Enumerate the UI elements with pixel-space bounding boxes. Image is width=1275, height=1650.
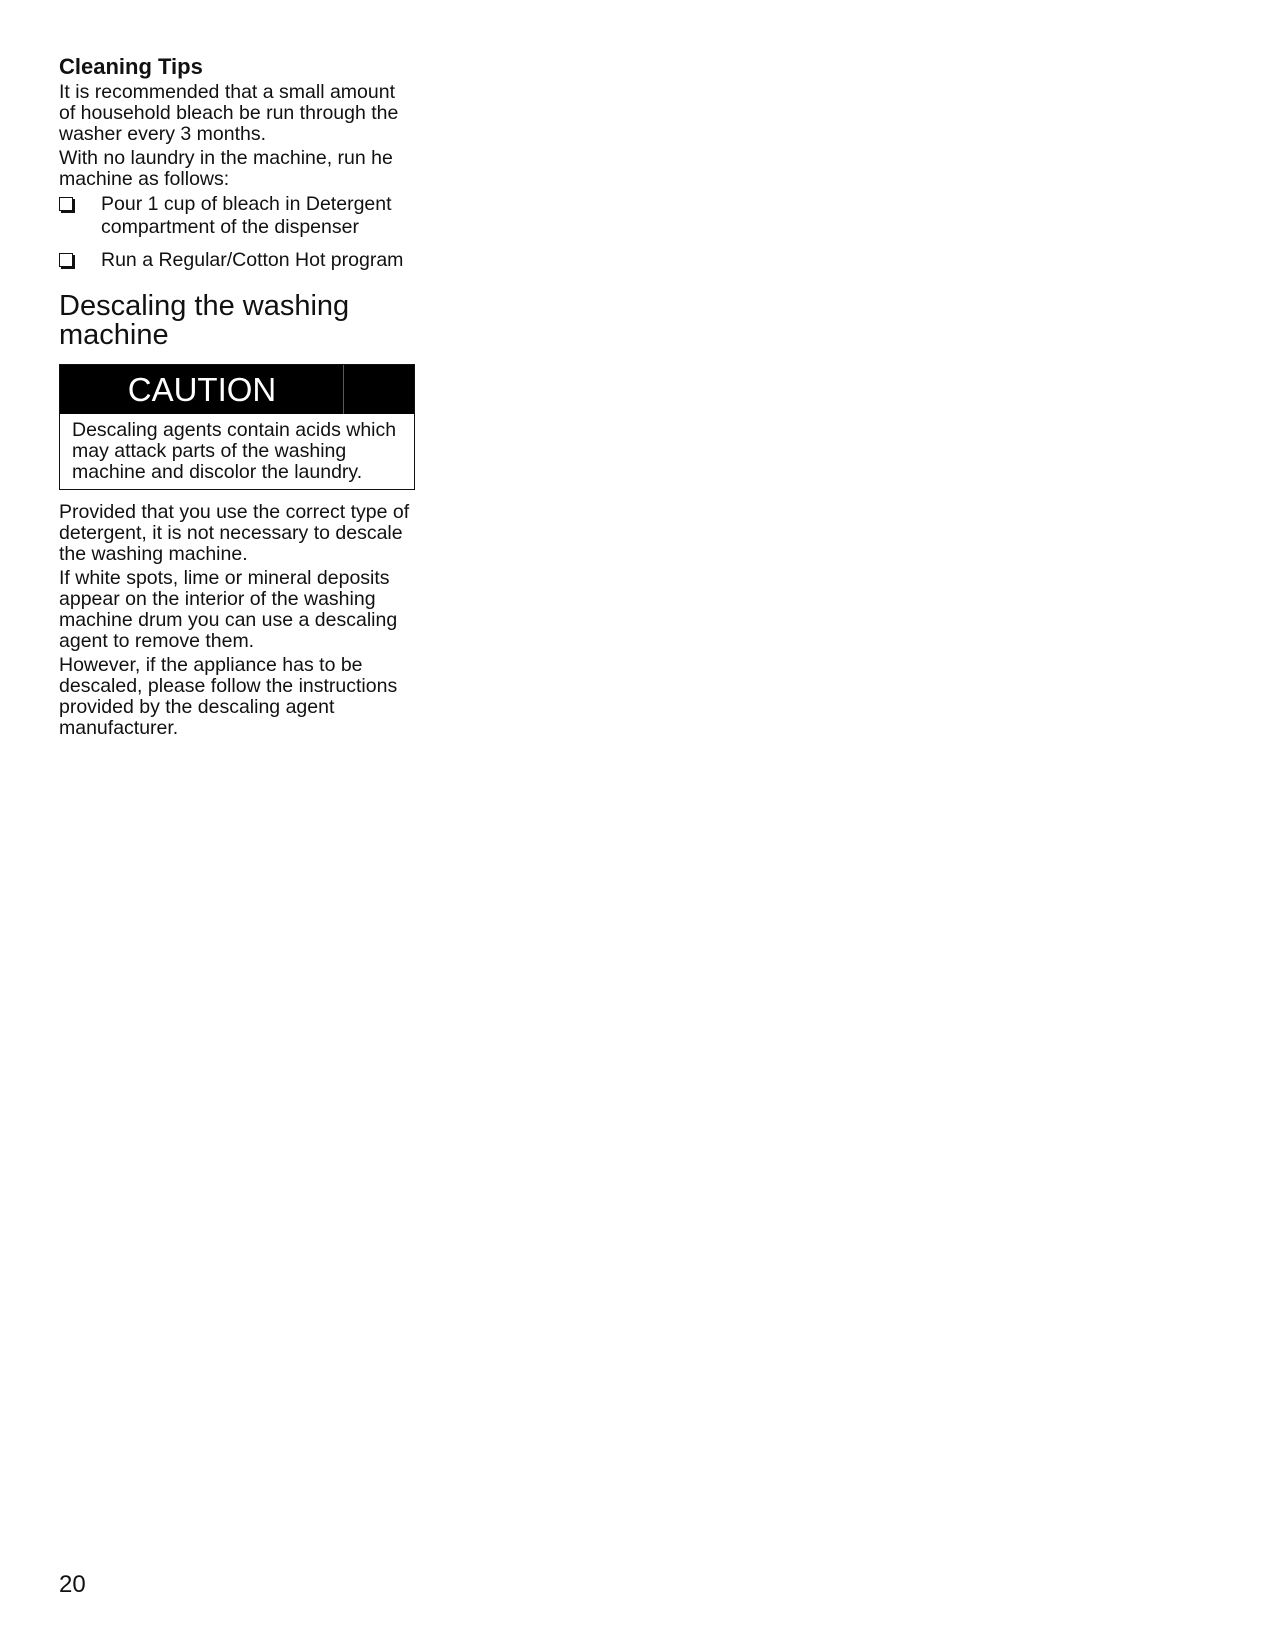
caution-text: Descaling agents contain acids which may attack parts of the washing machine and discolor the laundry. bbox=[72, 419, 397, 483]
descaling-paragraph: Provided that you use the correct type of detergent, it is not necessary to descale the washing machine. bbox=[59, 501, 410, 565]
list-item bbox=[59, 193, 415, 239]
cleaning-steps-list bbox=[59, 193, 415, 272]
caution-label: CAUTION bbox=[127, 371, 277, 408]
list-item bbox=[59, 249, 415, 272]
checkbox-bullet-icon bbox=[59, 197, 73, 211]
descaling-paragraph: If white spots, lime or mineral deposits appear on the interior of the washing machine drum you can use a descaling agent to remove them. bbox=[59, 567, 398, 652]
descaling-paragraph: However, if the appliance has to be descaled, please follow the instructions provided by the descaling agent manufacturer. bbox=[59, 654, 398, 739]
caution-header bbox=[60, 365, 414, 414]
step-text: Pour 1 cup of bleach in Detergent compartment of the dispenser bbox=[101, 193, 392, 238]
cleaning-tips-heading: Cleaning Tips bbox=[59, 54, 203, 79]
checkbox-bullet-icon bbox=[59, 253, 73, 267]
cleaning-tips-paragraph: It is recommended that a small amount of household bleach be run through the washer every 3 months. bbox=[59, 81, 399, 145]
content-column bbox=[59, 54, 415, 742]
cleaning-tips-paragraph: With no laundry in the machine, run he machine as follows: bbox=[59, 147, 393, 190]
caution-divider bbox=[343, 365, 344, 414]
section-title: Descaling the washing machine bbox=[59, 290, 350, 351]
page-number: 20 bbox=[59, 1571, 86, 1598]
caution-box bbox=[59, 364, 415, 490]
step-text: Run a Regular/Cotton Hot program bbox=[101, 249, 404, 271]
